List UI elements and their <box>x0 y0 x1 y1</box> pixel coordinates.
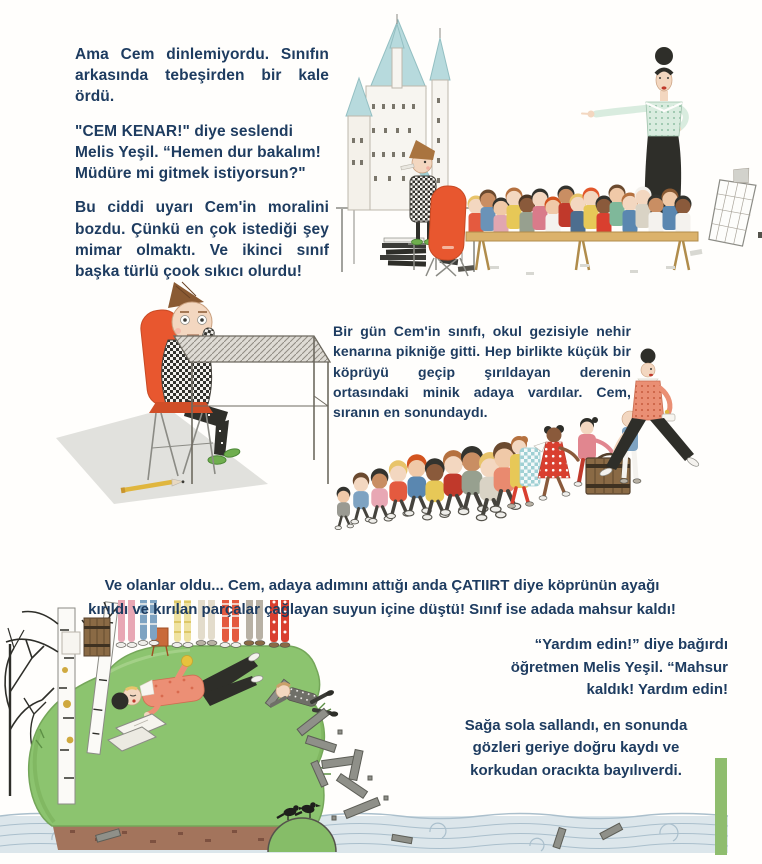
story-paragraph-crash: Ve olanlar oldu... Cem, adaya adımını attığı anda ÇATIIRT diye köprünün ayağı kırıldı ve kırılan parçalar çağlayan suyun içine düştü! Sınıf ise adada mahsur kaldı! <box>88 577 676 618</box>
help-text-block <box>424 634 728 795</box>
trash-basket <box>701 161 762 250</box>
students-bench <box>466 185 698 271</box>
picnic-text-block <box>333 321 631 435</box>
story-paragraph-intro-1: Ama Cem dinlemiyordu. Sınıfın arkasında tebeşirden bir kale ördü. <box>75 46 329 106</box>
story-paragraph-intro-3: Bu ciddi uyarı Cem'in moralini bozdu. Çünkü en çok istediği şey mimar olmaktı. Ve ikinci sınıf başka türlü çook sıkıcı olurdu! <box>75 199 329 281</box>
desk-illustration <box>56 276 342 524</box>
bench <box>466 232 698 241</box>
story-paragraph-picnic: Bir gün Cem'in sınıfı, okul gezisiyle nehir kenarına pikniğe gitti. Hep birlikte küçük bir köprüyü geçip şırıldayan derenin ortasındaki minik adaya vardılar. Cem, sıranın en sonundaydı. <box>333 323 631 421</box>
story-paragraph-help-2: Sağa sola sallandı, en sonunda gözleri geriye doğru kaydı ve korkudan oracıkta bayılıverdi. <box>464 716 688 779</box>
story-paragraph-help-1: “Yardım edin!” diye bağırdı öğretmen Melis Yeşil. “Mahsur kaldık! Yardım edin! <box>510 636 728 698</box>
classroom-illustration <box>330 8 762 280</box>
polka-dress-girl <box>538 425 578 500</box>
story-paragraph-intro-2: "CEM KENAR!" diye seslendi Melis Yeşil. “Hemen dur bakalım! Müdüre mi gitmek istiyorsun?" <box>75 122 321 183</box>
intro-text-block <box>75 44 329 295</box>
